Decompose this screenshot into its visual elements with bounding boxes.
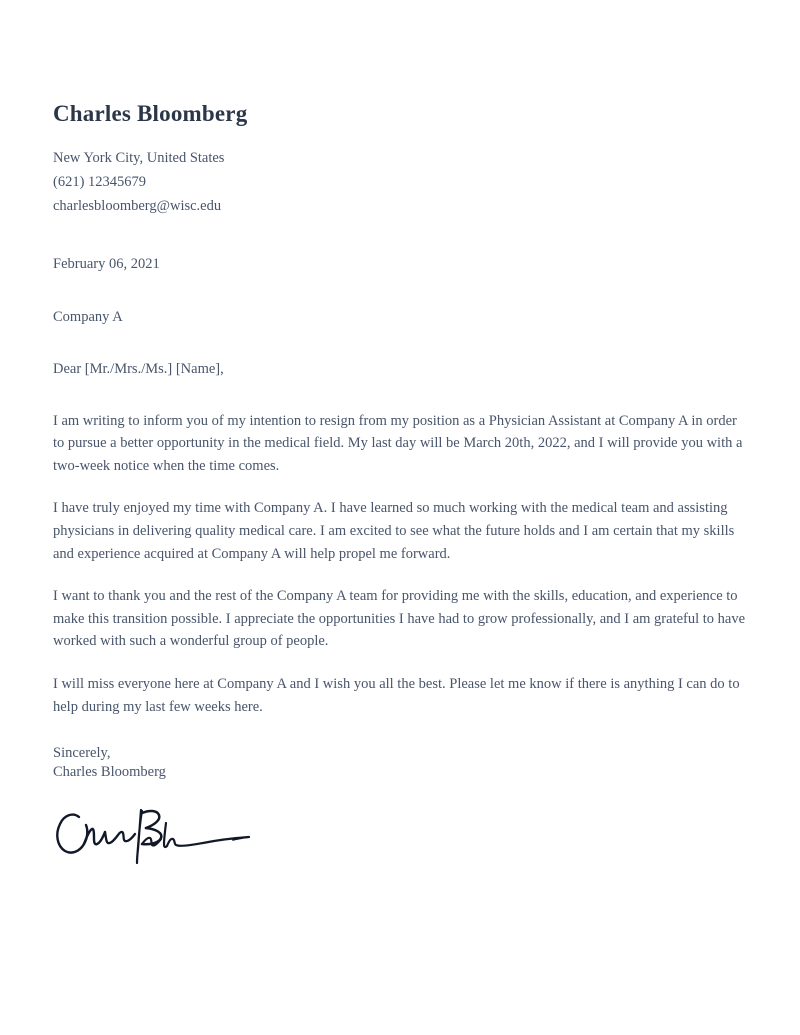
signature-block [53,797,263,867]
letter-date: February 06, 2021 [53,255,160,272]
body-paragraph: I am writing to inform you of my intention to resign from my position as a Physician Assistant at Company A in order to pursue a better opportunity in the medical field. My last day will be March 20th, 2022, and I will provide you with a two-week notice when the time comes. [53,412,743,474]
valediction: Sincerely, [53,745,111,762]
sender-contact-block [53,146,747,218]
recipient-name: Company A [53,308,123,325]
sender-email: charlesbloomberg@wisc.edu [53,197,222,214]
handwritten-signature-icon [53,797,263,867]
signer-name: Charles Bloomberg [53,763,166,780]
closing-block [53,744,747,781]
letter-content [53,100,747,867]
sender-phone: (621) 12345679 [53,173,147,190]
body-paragraph: I have truly enjoyed my time with Company A. I have learned so much working with the medical team and assisting physicians in delivering quality medical care. I am excited to see what the future holds and I am certain that my skills and experience acquired at Company A will help propel me forward. [53,500,735,562]
page-title: Charles Bloomberg [53,101,248,126]
body-paragraph: I will miss everyone here at Company A and I wish you all the best. Please let me know if there is anything I can do to help during my last few weeks here. [53,675,740,715]
salutation: Dear [Mr./Mrs./Ms.] [Name], [53,360,224,377]
body-paragraph: I want to thank you and the rest of the Company A team for providing me with the skills, education, and experience to make this transition possible. I appreciate the opportunities I have had to grow professionally, and I am grateful to have worked with such a wonderful group of people. [53,588,746,650]
sender-location: New York City, United States [53,149,225,166]
